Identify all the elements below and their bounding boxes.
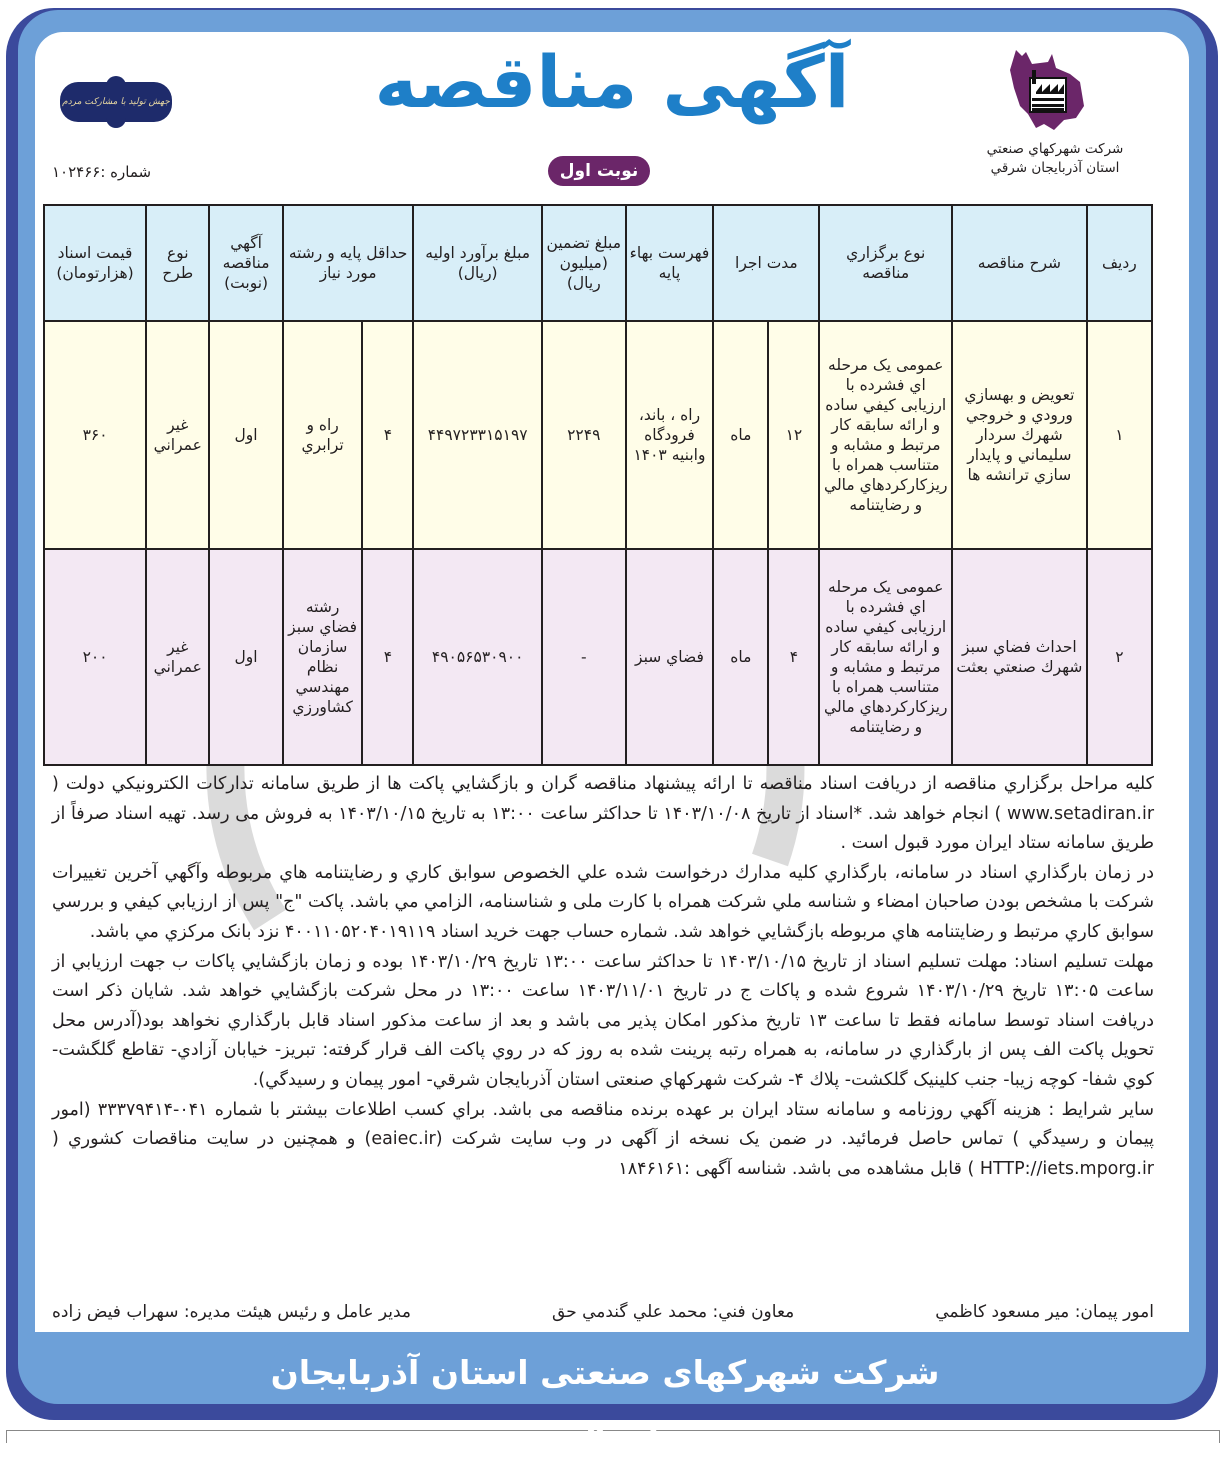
cell-description: احداث فضاي سبز شهرك صنعتي بعثت	[952, 549, 1087, 765]
table-header-row	[44, 205, 1152, 321]
cell-type: عمومی یک مرحله اي فشرده با ارزیابی کيفي ساده و ارائه سابقه کار مرتبط و مشابه و متناسب همراه با ریزکارکردهاي مالي و رضايتنامه	[819, 321, 952, 549]
paragraph-procedure: كليه مراحل برگزاري مناقصه از دريافت اسناد مناقصه تا ارائه پيشنهاد مناقصه گران و بازگشايي پاكت ها از طريق سامانه تداركات الكترونيكي دولت ( www.setadiran.ir ) انجام خواهد شد. *اسناد از تاريخ ۱۴۰۳/۱۰/۰۸ تا حداكثر ساعت ۱۳:۰۰ به تاريخ ۱۴۰۳/۱۰/۱۵ به فروش می رسد. تهيه اسناد صرفاً از طريق سامانه ستاد ايران مورد قبول است .	[52, 774, 1155, 854]
cell-field: راه و ترابري	[283, 321, 363, 549]
signature-contracts: امور پيمان: مير مسعود كاظمي	[935, 1302, 1154, 1322]
production-slogan-seal: جهش تولید با مشارکت مردم	[60, 82, 172, 122]
cell-project-type: غير عمراني	[146, 321, 209, 549]
round-badge: نوبت اول	[548, 156, 650, 186]
header-price-list: فهرست بهاء پايه	[626, 205, 714, 321]
cell-guarantee: ۲۲۴۹	[542, 321, 626, 549]
cell-duration-unit: ماه	[713, 549, 768, 765]
company-name-line2: استان آذربايجان شرقي	[990, 160, 1120, 176]
header-guarantee: مبلغ تضمين (ميليون ريال)	[542, 205, 626, 321]
footer-banner: شركت شهركهای صنعتی استان آذربايجان شرقی	[270, 1353, 940, 1450]
ad-body	[52, 770, 1154, 1184]
paragraph-documents: در زمان بارگذاري اسناد در سامانه، بارگذاري كليه مدارك درخواست شده علي الخصوص سوابق كاري و رضايتنامه هاي مربوطه وآگهي آخرين تغييرات شركت با مشخص بودن صاحبان امضاء و شناسه ملي شركت همراه با كارت ملی و شناسنامه، الزامي مي باشد. پاكت "ج" پس از ارزيابي كيفي و بررسي سوابق كاري مرتبط و رضايتنامه هاي مربوطه بازگشايي خواهد شد. شماره حساب جهت خريد اسناد ۴۰۰۱۱۰۵۲۰۴۰۱۹۱۱۹ نزد بانک مرکزي مي باشد.	[52, 862, 1154, 942]
paragraph-deadline: مهلت تسليم اسناد: مهلت تسليم اسناد از تاريخ ۱۴۰۳/۱۰/۱۵ تا حداكثر ساعت ۱۳:۰۰ تاريخ ۱۴۰۳/۱۰/۲۹ بوده و زمان بازگشايي پاكات ب جهت ارزيابي از ساعت ۱۳:۰۵ تاريخ ۱۴۰۳/۱۰/۲۹ شروع شده و پاكات ج در تاريخ ۱۴۰۳/۱۱/۰۱ ساعت ۱۳:۰۰ در محل شركت بازگشايي خواهد شد. شايان ذكر است دريافت اسناد توسط سامانه فقط تا ساعت ۱۳ تاريخ مذكور امكان پذير می باشد و بعد از ساعت مذكور اسناد قابل بارگذاري نخواهد بود(آدرس محل تحويل پاكت الف پس از بارگذاري در سامانه، به همراه رتبه پرينت شده به روز كه در روي پاكت الف قرار گرفته: تبريز- خيابان آزادي- تقاطع گلگشت- كوي شفا- كوچه زيبا- جنب كلينيک گلكشت- پلاك ۴- شركت شهركهاي صنعتی استان آذربايجان شرقي- امور پيمان و رسيدگي).	[52, 951, 1154, 1090]
paragraph-other-terms: ساير شرايط : هزينه آگهي روزنامه و سامانه ستاد ايران بر عهده برنده مناقصه می باشد. براي كسب اطلاعات بيشتر با شماره ۰۴۱-۳۳۳۷۹۴۱۴ (امور پيمان و رسيدگي ) تماس حاصل فرمائيد. در ضمن يک نسخه از آگهی در وب سايت شركت (eaiec.ir) و همچنين در سايت مناقصات كشوري ( HTTP://iets.mporg.ir ) قابل مشاهده می باشد. شناسه آگهی :۱۸۴۶۱۶۱	[52, 1099, 1154, 1179]
header-type: نوع برگزاري مناقصه	[819, 205, 952, 321]
signature-technical: معاون فني: محمد علي گندمي حق	[552, 1302, 795, 1322]
table-row	[44, 321, 1152, 549]
cell-round: اول	[209, 549, 282, 765]
cell-type: عمومی یک مرحله اي فشرده با ارزیابی کيفي ساده و ارائه سابقه کار مرتبط و مشابه و متناسب همراه با ریزکارکردهاي مالي و رضايتنامه	[819, 549, 952, 765]
cell-project-type: غير عمراني	[146, 549, 209, 765]
header-estimate: مبلغ برآورد اوليه (ريال)	[413, 205, 542, 321]
cell-row-no: ۲	[1087, 549, 1152, 765]
header-min-grade: حداقل پايه و رشته مورد نياز	[283, 205, 414, 321]
cell-field: رشته فضاي سبز سازمان نظام مهندسي كشاورزي	[283, 549, 363, 765]
company-name	[975, 140, 1135, 178]
signature-ceo: مدير عامل و رئيس هيئت مديره: سهراب فيض زاده	[52, 1302, 412, 1322]
cell-grade: ۴	[362, 321, 413, 549]
header-duration: مدت اجرا	[713, 205, 819, 321]
company-logo-icon	[1008, 48, 1088, 134]
header-description: شرح مناقصه	[952, 205, 1087, 321]
header-project-type: نوع طرح	[146, 205, 209, 321]
cell-price-list: فضاي سبز	[626, 549, 714, 765]
cell-guarantee: -	[542, 549, 626, 765]
table-row	[44, 549, 1152, 765]
cell-estimate: ۴۹۰۵۶۵۳۰۹۰۰	[413, 549, 542, 765]
cell-row-no: ۱	[1087, 321, 1152, 549]
cell-round: اول	[209, 321, 282, 549]
cell-duration-unit: ماه	[713, 321, 768, 549]
ad-number: شماره :۱۰۲۴۶۶	[52, 163, 152, 181]
signatures	[52, 1302, 1154, 1322]
cell-grade: ۴	[362, 549, 413, 765]
page-title: آگهی مناقصه	[374, 40, 850, 124]
header-row-no: رديف	[1087, 205, 1152, 321]
cell-price-list: راه ، باند، فرودگاه وابنيه ۱۴۰۳	[626, 321, 714, 549]
cell-doc-price: ۳۶۰	[44, 321, 146, 549]
header-doc-price: قيمت اسناد (هزارتومان)	[44, 205, 146, 321]
cell-duration-value: ۱۲	[768, 321, 819, 549]
company-name-line1: شركت شهركهاي صنعتي	[986, 141, 1124, 157]
cell-estimate: ۴۴۹۷۲۳۳۱۵۱۹۷	[413, 321, 542, 549]
cell-duration-value: ۴	[768, 549, 819, 765]
header-round: آگهي مناقصه (نوبت)	[209, 205, 282, 321]
tenders-table	[43, 204, 1153, 766]
cell-doc-price: ۲۰۰	[44, 549, 146, 765]
cell-description: تعويض و بهسازي ورودي و خروجي شهرك سردار سليماني و پايدار سازي ترانشه ها	[952, 321, 1087, 549]
